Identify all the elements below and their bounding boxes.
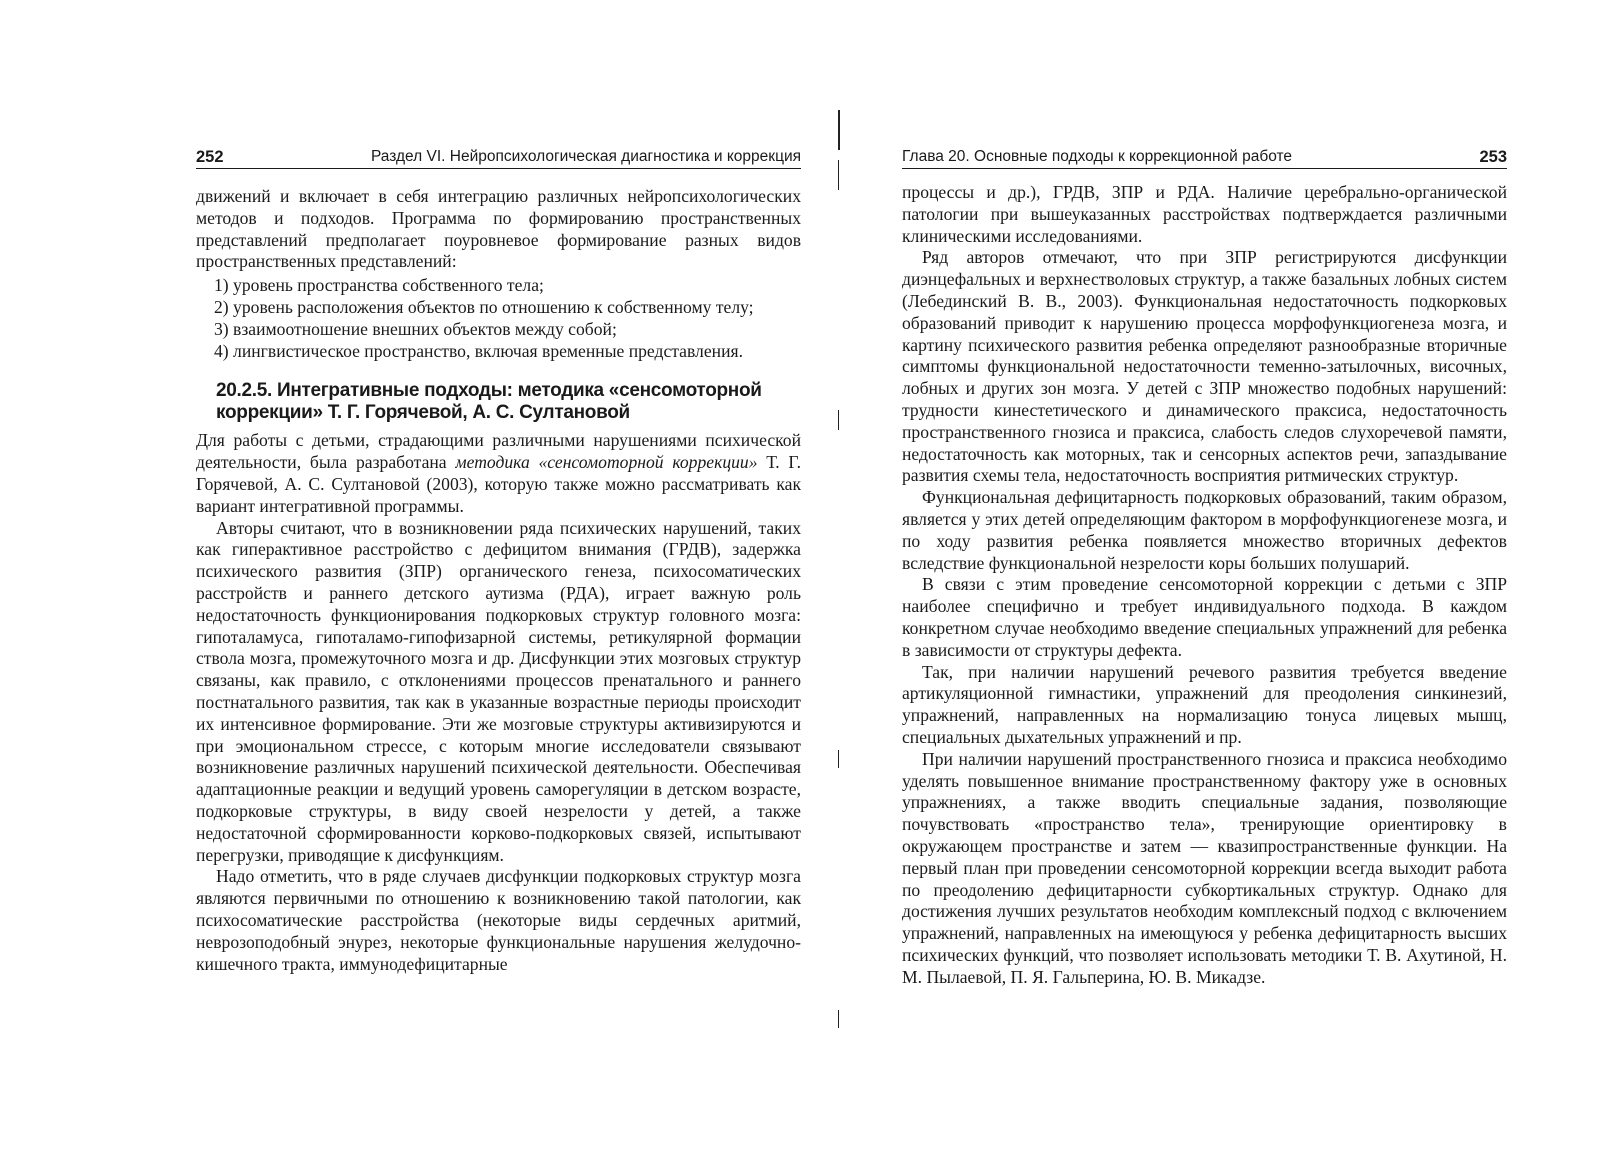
- page-number: 252: [196, 148, 224, 166]
- left-page: [196, 0, 801, 1167]
- paragraph: Функциональная дефицитарность подкорковых образований, таким образом, является у этих детей определяющим фактором в морфофункциогенезе мозга, и по ходу развития ребенка появляется множество вторичных дефектов вследствие функциональной незрелости коры больших полушарий.: [902, 487, 1507, 573]
- paragraph: Авторы считают, что в возникновении ряда психических нарушений, таких как гиперактивное расстройство с дефицитом внимания (ГРДВ), задержка психического развития (ЗПР) органического генеза, психосоматических расстройств и раннего детского аутизма (РДА), играет важную роль недостаточность функционирования подкорковых структур головного мозга: гипоталамуса, гипоталамо-гипофизарной системы, ретикулярной формации ствола мозга, промежуточного мозга и др. Дисфункции этих мозговых структур связаны, как правило, с отклонениями процессов пренатального и раннего постнатального развития, так как в указанные возрастные периоды происходит их интенсивное формирование. Эти же мозговые структуры активизируются и при эмоциональном стрессе, с которым многие исследователи связывают возникновение различных нарушений психической деятельности. Обеспечивая адаптационные реакции и ведущий уровень саморегуляции в детском возрасте, подкорковые структуры, в виду своей незрелости у детей, а также недостаточной сформированности корково-подкорковых связей, испытывают перегрузки, приводящие к дисфункциям.: [196, 517, 801, 865]
- paragraph: В связи с этим проведение сенсомоторной коррекции с детьми с ЗПР наиболее специфично и требует индивидуального подхода. В каждом конкретном случае необходимо введение специальных упражнений для ребенка в зависимости от структуры дефекта.: [902, 574, 1507, 660]
- book-gutter-line: [838, 1010, 839, 1028]
- list-item: 2) уровень расположения объектов по отношению к собственному телу;: [214, 296, 754, 317]
- book-gutter-line: [838, 160, 839, 190]
- book-gutter-line: [838, 750, 839, 768]
- paragraph-text: Для работы с детьми, страдающими различными нарушениями психической деятельности, была разработана: [196, 430, 801, 473]
- page-body: [196, 186, 801, 975]
- section-heading: 20.2.5. Интегративные подходы: методика «сенсомоторной коррекции» Т. Г. Горячевой, А. С. Султановой: [216, 380, 762, 424]
- page-number: 253: [1479, 148, 1507, 166]
- paragraph-text: Т. Г. Горячевой, А. С. Султановой (2003), которую также можно рассматривать как вариант интегративной программы.: [196, 452, 802, 516]
- paragraph: процессы и др.), ГРДВ, ЗПР и РДА. Наличие церебрально-органической патологии при вышеуказанных расстройствах подтверждается различными клиническими исследованиями.: [902, 182, 1507, 246]
- right-page: [902, 0, 1507, 1167]
- paragraph: движений и включает в себя интеграцию различных нейропсихологических методов и подходов. Программа по формированию пространственных представлений предполагает поуровневое формирование разных видов пространственных представлений:: [196, 186, 801, 272]
- book-gutter-line: [838, 410, 839, 430]
- paragraph: Надо отметить, что в ряде случаев дисфункции подкорковых структур мозга являются первичными по отношению к возникновению такой патологии, как психосоматические расстройства (некоторые виды сердечных аритмий, неврозоподобный энурез, некоторые функциональные нарушения желудочно-кишечного тракта, иммунодефицитарные: [196, 866, 801, 974]
- paragraph: Так, при наличии нарушений речевого развития требуется введение артикуляционной гимнастики, упражнений для преодоления синкинезий, упражнений, направленных на нормализацию тонуса лицевых мышц, специальных дыхательных упражнений и пр.: [902, 661, 1507, 747]
- paragraph: При наличии нарушений пространственного гнозиса и праксиса необходимо уделять повышенное внимание пространственному фактору уже в основных упражнениях, а также вводить специальные задания, позволяющие почувствовать «пространство тела», тренирующие ориентировку в окружающем пространстве и затем — квазипространственные функции. На первый план при проведении сенсомоторной коррекции всегда выходит работа по преодолению дефицитарности субкортикальных структур. Однако для достижения лучших результатов необходим комплексный подход с включением упражнений, направленных на имеющуюся у ребенка дефицитарность высших психических функций, что позволяет использовать методики Т. В. Ахутиной, Н. М. Пылаевой, П. Я. Гальперина, Ю. В. Микадзе.: [902, 748, 1507, 987]
- paragraph: Ряд авторов отмечают, что при ЗПР регистрируются дисфункции диэнцефальных и верхнестволовых структур, а также базальных лобных систем (Лебединский В. В., 2003). Функциональная недостаточность подкорковых образований приводит к нарушению процесса морфофункциогенеза мозга, и картину психического развития ребенка определяют разнообразные вторичные симптомы функциональной недостаточности теменно-затылочных, височных, лобных и других зон мозга. У детей с ЗПР множество подобных нарушений: трудности кинестетического и динамического праксиса, недостаточность пространственного гнозиса и праксиса, слабость следов слухоречевой памяти, недостаточность как моторных, так и сенсорных аспектов речи, запаздывание развития схемы тела, недостаточность восприятия ритмических структур.: [902, 247, 1507, 486]
- running-header: [196, 148, 801, 169]
- book-gutter-line: [838, 110, 840, 150]
- paragraph: [196, 430, 801, 517]
- page-body: [902, 182, 1507, 988]
- levels-list: [196, 275, 801, 362]
- running-header-title: Раздел VI. Нейропсихологическая диагностика и коррекция: [370, 148, 801, 165]
- running-header: [902, 148, 1507, 169]
- list-item: 4) лингвистическое пространство, включая временные представления.: [214, 340, 743, 361]
- list-item: 3) взаимоотношение внешних объектов между собой;: [214, 318, 617, 339]
- method-name-italic: методика «сенсомоторной коррекции»: [455, 452, 758, 473]
- list-item: 1) уровень пространства собственного тела;: [214, 275, 544, 296]
- running-header-title: Глава 20. Основные подходы к коррекционной работе: [902, 148, 1293, 165]
